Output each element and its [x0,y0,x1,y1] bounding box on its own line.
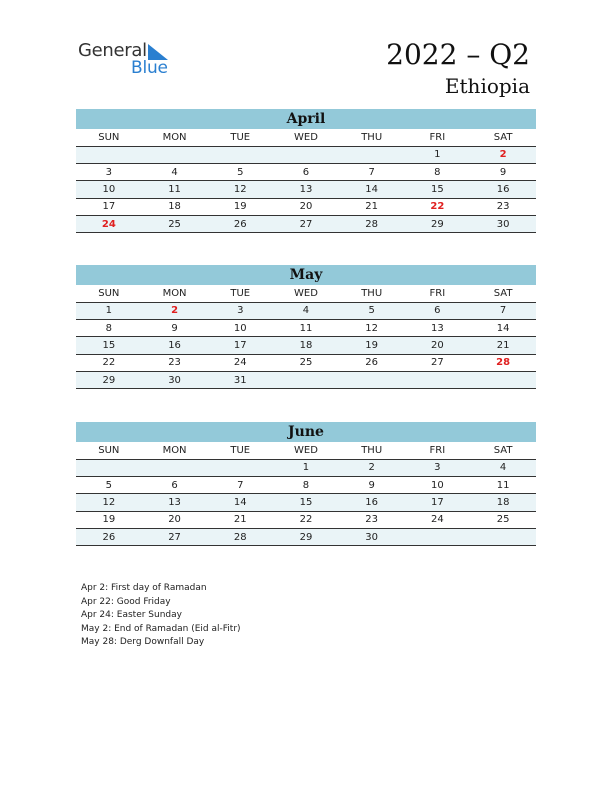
week-row [76,163,536,180]
weekday-label: TUE [207,129,273,146]
weekday-label: FRI [405,129,471,146]
day-cell: 27 [142,529,208,546]
weekday-label: SAT [470,442,536,459]
holiday-note: May 28: Derg Downfall Day [81,637,205,648]
day-cell: 18 [142,198,208,215]
day-cell: 28 [470,354,536,371]
weekday-label: MON [142,442,208,459]
month-header: June [76,422,536,442]
day-cell: 8 [76,319,142,336]
day-cell: 4 [273,302,339,319]
day-cell: 11 [470,476,536,493]
day-cell: 9 [142,319,208,336]
day-cell: 28 [207,529,273,546]
day-cell: 13 [405,319,471,336]
month-may [76,265,536,389]
day-cell: 6 [405,302,471,319]
month-header: May [76,265,536,285]
month-grid [76,129,536,233]
weekday-label: THU [339,285,405,302]
day-cell: 10 [405,476,471,493]
logo-text-blue: Blue [131,58,168,78]
day-cell: 11 [273,319,339,336]
day-cell: 5 [207,163,273,180]
day-cell: 1 [405,146,471,163]
day-cell: 22 [405,198,471,215]
weekday-label: MON [142,129,208,146]
month-grid [76,285,536,389]
holiday-note: Apr 22: Good Friday [81,596,171,607]
day-cell: 9 [470,163,536,180]
day-cell: 9 [339,476,405,493]
day-cell: 24 [76,216,142,233]
day-cell: 31 [207,372,273,389]
weekday-label: SAT [470,129,536,146]
day-cell: 5 [76,476,142,493]
weekday-label: TUE [207,285,273,302]
weekday-label: FRI [405,285,471,302]
page-title: 2022 – Q2 [386,38,530,71]
day-cell [207,459,273,476]
day-cell [142,146,208,163]
day-cell: 3 [207,302,273,319]
day-cell: 10 [76,181,142,198]
week-row [76,198,536,215]
day-cell: 17 [76,198,142,215]
day-cell: 20 [405,337,471,354]
week-row [76,302,536,319]
day-cell: 30 [339,529,405,546]
day-cell: 25 [470,511,536,528]
day-cell: 2 [142,302,208,319]
week-row [76,354,536,371]
week-row [76,181,536,198]
holiday-notes [81,582,241,650]
weekday-header-row [76,442,536,459]
day-cell: 24 [405,511,471,528]
day-cell: 25 [273,354,339,371]
day-cell: 1 [76,302,142,319]
day-cell: 4 [470,459,536,476]
day-cell: 17 [207,337,273,354]
day-cell: 21 [339,198,405,215]
weekday-header-row [76,129,536,146]
weekday-label: FRI [405,442,471,459]
day-cell: 3 [76,163,142,180]
week-row [76,459,536,476]
week-row [76,529,536,546]
day-cell: 12 [339,319,405,336]
day-cell: 15 [405,181,471,198]
day-cell: 29 [76,372,142,389]
weekday-label: TUE [207,442,273,459]
day-cell: 22 [273,511,339,528]
day-cell: 27 [405,354,471,371]
day-cell [405,529,471,546]
day-cell: 7 [339,163,405,180]
day-cell: 23 [470,198,536,215]
week-row [76,372,536,389]
day-cell: 4 [142,163,208,180]
weekday-label: WED [273,285,339,302]
day-cell: 15 [76,337,142,354]
day-cell: 6 [273,163,339,180]
weekday-label: WED [273,442,339,459]
day-cell: 18 [273,337,339,354]
day-cell [339,372,405,389]
day-cell [470,372,536,389]
day-cell: 11 [142,181,208,198]
day-cell: 14 [339,181,405,198]
day-cell: 6 [142,476,208,493]
day-cell: 26 [339,354,405,371]
month-grid [76,442,536,546]
generalblue-logo [78,40,178,80]
day-cell: 7 [470,302,536,319]
day-cell: 18 [470,494,536,511]
day-cell [273,146,339,163]
day-cell: 26 [207,216,273,233]
day-cell [470,529,536,546]
day-cell: 25 [142,216,208,233]
holiday-note: Apr 2: First day of Ramadan [81,583,207,593]
day-cell: 15 [273,494,339,511]
weekday-label: MON [142,285,208,302]
day-cell: 13 [273,181,339,198]
day-cell: 2 [470,146,536,163]
day-cell: 29 [273,529,339,546]
day-cell: 28 [339,216,405,233]
month-header: April [76,109,536,129]
day-cell: 16 [470,181,536,198]
day-cell: 24 [207,354,273,371]
weekday-label: SAT [470,285,536,302]
day-cell: 19 [207,198,273,215]
day-cell: 13 [142,494,208,511]
day-cell: 16 [339,494,405,511]
day-cell: 8 [273,476,339,493]
weekday-label: SUN [76,129,142,146]
day-cell: 8 [405,163,471,180]
day-cell: 21 [207,511,273,528]
day-cell: 5 [339,302,405,319]
day-cell: 14 [207,494,273,511]
day-cell: 26 [76,529,142,546]
week-row [76,216,536,233]
weekday-label: SUN [76,285,142,302]
day-cell: 19 [76,511,142,528]
holiday-note: May 2: End of Ramadan (Eid al-Fitr) [81,623,241,634]
day-cell: 12 [76,494,142,511]
day-cell: 12 [207,181,273,198]
weekday-label: THU [339,442,405,459]
day-cell [273,372,339,389]
day-cell: 7 [207,476,273,493]
weekday-label: THU [339,129,405,146]
day-cell: 10 [207,319,273,336]
weekday-label: SUN [76,442,142,459]
day-cell: 16 [142,337,208,354]
week-row [76,319,536,336]
day-cell [76,146,142,163]
week-row [76,146,536,163]
day-cell: 20 [273,198,339,215]
week-row [76,511,536,528]
week-row [76,494,536,511]
day-cell: 22 [76,354,142,371]
day-cell [339,146,405,163]
day-cell: 27 [273,216,339,233]
month-april [76,109,536,233]
day-cell: 23 [142,354,208,371]
month-june [76,422,536,546]
week-row [76,476,536,493]
day-cell: 2 [339,459,405,476]
day-cell: 30 [142,372,208,389]
day-cell: 21 [470,337,536,354]
day-cell [142,459,208,476]
day-cell: 17 [405,494,471,511]
day-cell: 20 [142,511,208,528]
holiday-note: Apr 24: Easter Sunday [81,610,182,621]
weekday-header-row [76,285,536,302]
day-cell [405,372,471,389]
weekday-label: WED [273,129,339,146]
day-cell [207,146,273,163]
day-cell: 1 [273,459,339,476]
day-cell: 19 [339,337,405,354]
day-cell [76,459,142,476]
week-row [76,337,536,354]
day-cell: 23 [339,511,405,528]
day-cell: 29 [405,216,471,233]
logo-text-general: General [78,40,147,61]
country-name: Ethiopia [444,74,530,98]
day-cell: 3 [405,459,471,476]
day-cell: 30 [470,216,536,233]
day-cell: 14 [470,319,536,336]
